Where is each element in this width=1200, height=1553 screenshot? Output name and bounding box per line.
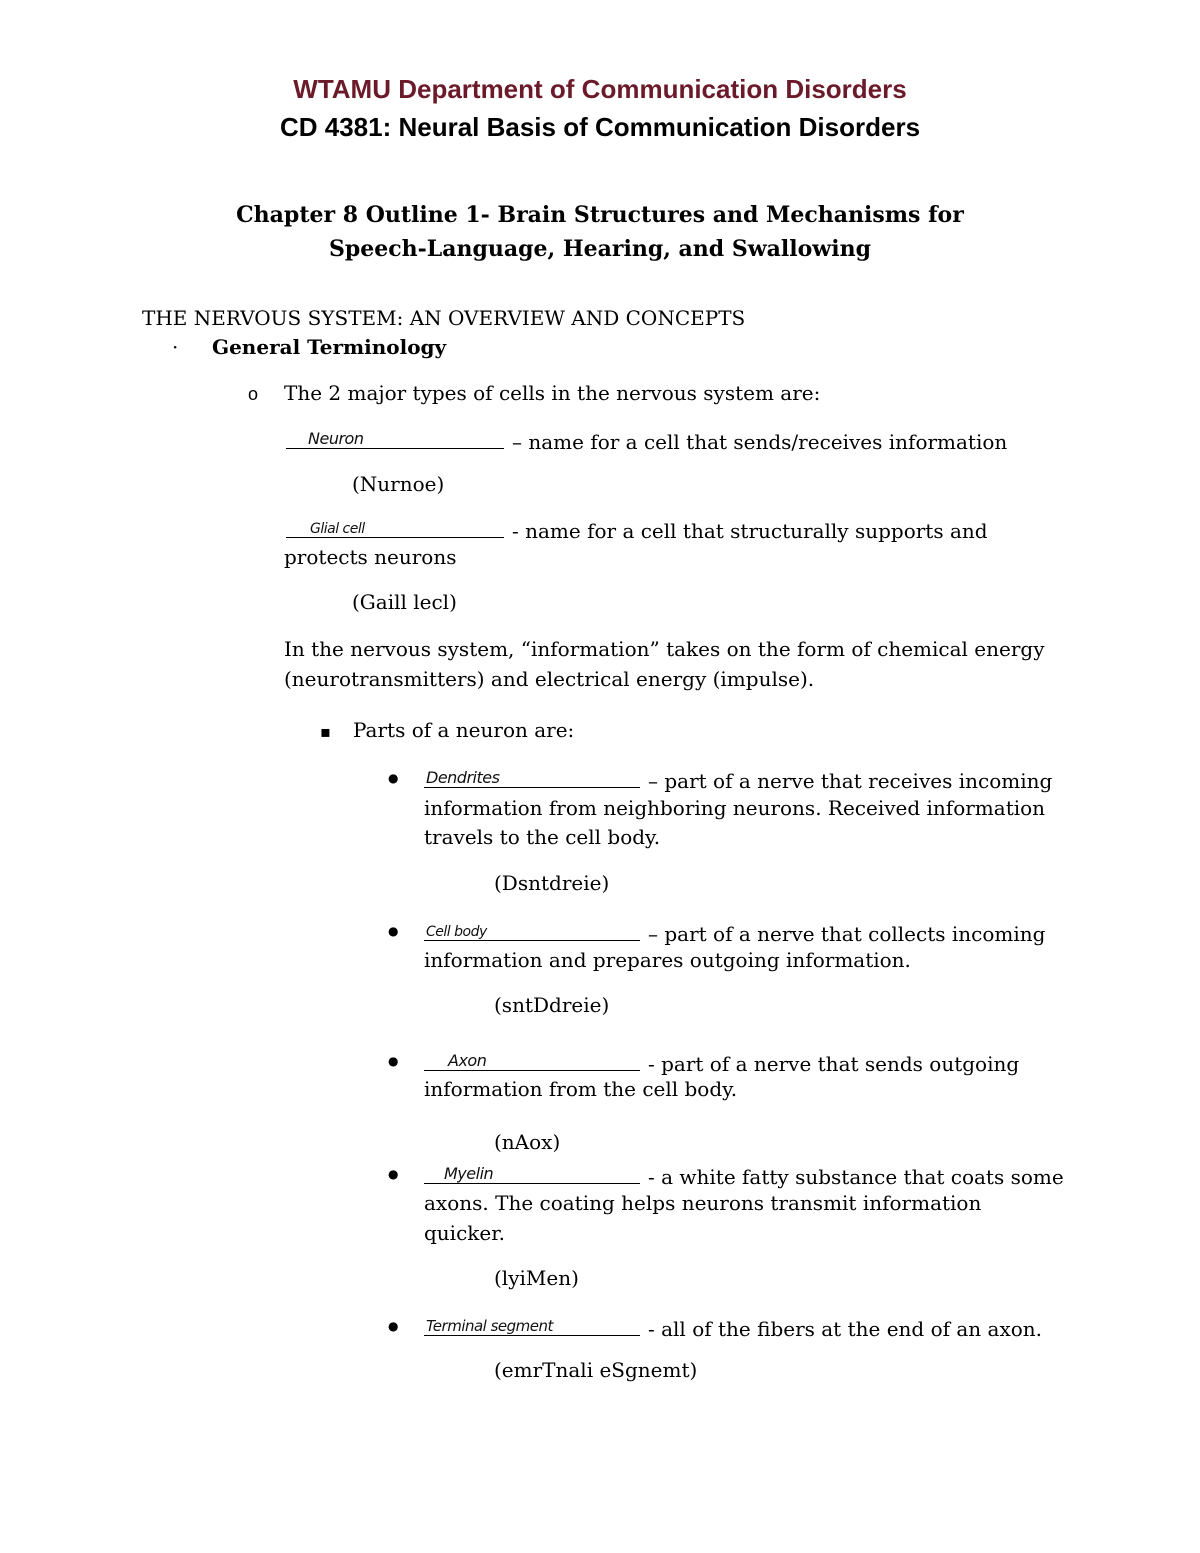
- department-title-text: WTAMU Department of Communication Disorders: [293, 74, 907, 104]
- glial-definition-text: - name for a cell that structurally supports and: [512, 519, 988, 543]
- axon-answer: Axon: [448, 1051, 487, 1070]
- myelin-line-2: axons. The coating helps neurons transmit information: [424, 1191, 982, 1215]
- neuron-definition-text: – name for a cell that sends/receives information: [512, 430, 1008, 454]
- dendrites-bullet: ●: [388, 771, 399, 785]
- cell-types-intro: The 2 major types of cells in the nervous system are:: [284, 381, 821, 405]
- dendrites-answer: Dendrites: [426, 768, 500, 787]
- cell-body-bullet: ●: [388, 924, 399, 938]
- dendrites-definition-text: – part of a nerve that receives incoming: [648, 769, 1053, 793]
- glial-definition-line-2: protects neurons: [284, 545, 457, 569]
- neuron-scramble: (Nurnoe): [352, 472, 445, 496]
- info-paragraph-line-1: In the nervous system, “information” takes on the form of chemical energy: [284, 637, 1045, 661]
- terminal-segment-definition-text: - all of the fibers at the end of an axon.: [648, 1317, 1043, 1341]
- axon-line-2: information from the cell body.: [424, 1077, 738, 1101]
- terminal-segment-scramble: (emrTnali eSgnemt): [494, 1358, 698, 1382]
- dendrites-line-2: information from neighboring neurons. Received information: [424, 796, 1046, 820]
- terminal-segment-blank[interactable]: [424, 1313, 640, 1336]
- dendrites-definition: [424, 765, 1052, 793]
- cell-body-definition-text: – part of a nerve that collects incoming: [648, 922, 1046, 946]
- myelin-definition: [424, 1161, 1064, 1189]
- department-title: [0, 74, 1200, 105]
- axon-bullet: ●: [388, 1054, 399, 1068]
- myelin-answer: Myelin: [444, 1164, 494, 1183]
- cell-body-line-2: information and prepares outgoing information.: [424, 948, 911, 972]
- axon-definition: [424, 1048, 1019, 1076]
- neuron-blank[interactable]: [286, 426, 504, 449]
- cell-body-scramble: (sntDdreie): [494, 993, 610, 1017]
- chapter-title-line-2: Speech-Language, Hearing, and Swallowing: [329, 236, 871, 262]
- myelin-bullet: ●: [388, 1167, 399, 1181]
- section-title: THE NERVOUS SYSTEM: AN OVERVIEW AND CONCEPTS: [142, 306, 746, 330]
- glial-definition: [286, 515, 988, 543]
- myelin-blank[interactable]: [424, 1161, 640, 1184]
- square-bullet: ▪: [320, 722, 331, 741]
- parts-heading: Parts of a neuron are:: [353, 718, 575, 742]
- axon-scramble: (nAox): [494, 1130, 561, 1154]
- bullet-symbol: ·: [172, 335, 179, 359]
- dendrites-scramble: (Dsntdreie): [494, 871, 610, 895]
- cell-body-definition: [424, 918, 1045, 946]
- myelin-scramble: (lyiMen): [494, 1266, 579, 1290]
- sub-bullet-symbol: o: [248, 384, 259, 404]
- myelin-definition-text: - a white fatty substance that coats some: [648, 1165, 1064, 1189]
- terminal-segment-answer: Terminal segment: [426, 1317, 553, 1335]
- terminal-segment-definition: [424, 1313, 1042, 1341]
- cell-body-blank[interactable]: [424, 918, 640, 941]
- axon-definition-text: - part of a nerve that sends outgoing: [648, 1052, 1020, 1076]
- cell-body-answer: Cell body: [426, 924, 487, 940]
- glial-blank[interactable]: [286, 515, 504, 538]
- glial-scramble: (Gaill lecl): [352, 590, 457, 614]
- dendrites-line-3: travels to the cell body.: [424, 825, 661, 849]
- neuron-definition: [286, 426, 1007, 454]
- terminal-segment-bullet: ●: [388, 1319, 399, 1333]
- neuron-answer: Neuron: [308, 429, 364, 448]
- dendrites-blank[interactable]: [424, 765, 640, 788]
- glial-answer: Glial cell: [310, 521, 365, 537]
- info-paragraph-line-2: (neurotransmitters) and electrical energy (impulse).: [284, 667, 815, 691]
- course-title: CD 4381: Neural Basis of Communication Disorders: [279, 112, 921, 142]
- myelin-line-3: quicker.: [424, 1221, 505, 1245]
- axon-blank[interactable]: [424, 1048, 640, 1071]
- chapter-title-line-1: Chapter 8 Outline 1- Brain Structures and Mechanisms for: [236, 202, 964, 228]
- general-terminology-heading: General Terminology: [212, 335, 447, 359]
